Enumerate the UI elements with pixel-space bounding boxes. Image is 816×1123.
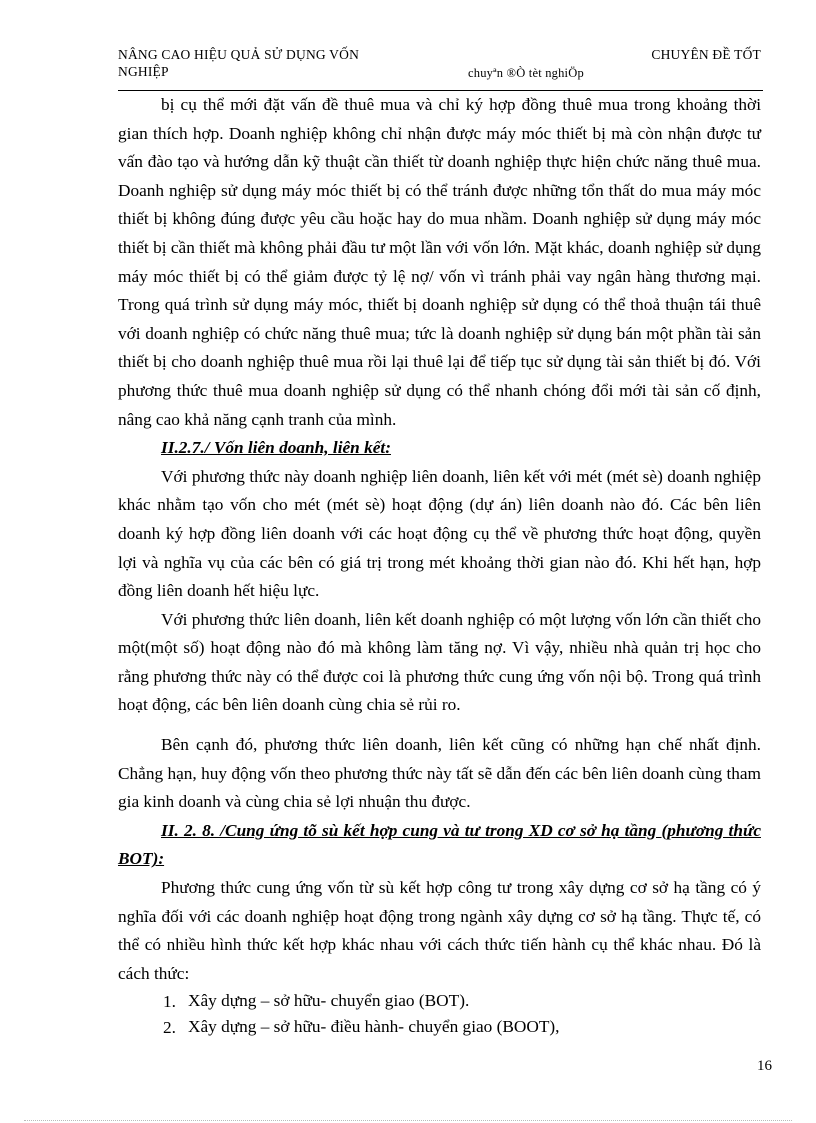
section-heading-bot: II. 2. 8. /Cung ứng tõ sù kết hợp cung và tư trong XD cơ sở hạ tầng (phương thức BOT): — [118, 820, 761, 869]
list-item — [118, 988, 761, 1014]
bot-methods-list — [118, 988, 761, 1040]
paragraph-joint-venture-limits: Bên cạnh đó, phương thức liên doanh, liên kết cũng có những hạn chế nhất định. Chẳng hạn, huy động vốn theo phương thức này tất sẽ dẫn đến các bên liên doanh cùng tham gia kinh doanh và cùng chia sẻ lợi nhuận thu được. — [118, 735, 761, 812]
section-heading-joint-venture: II.2.7./ Vốn liên doanh, liên kết: — [161, 438, 391, 458]
list-number: 2. — [163, 1018, 176, 1038]
header-center-text: chuyªn ®Ò tèt nghiÖp — [468, 66, 584, 80]
page-bottom-divider — [24, 1120, 792, 1121]
list-item-text: Xây dựng – sở hữu- chuyển giao (BOT). — [188, 991, 470, 1011]
paragraph-joint-venture: Với phương thức này doanh nghiệp liên doanh, liên kết với mét (mét sè) doanh nghiệp khác nhằm tạo vốn cho mét (mét sè) hoạt động (dự án) liên doanh nào đó. Các bên liên doanh ký hợp đồng liên doanh với các hoạt động cụ thể về phương thức hoạt động, quyền lợi và nghĩa vụ của các bên có giá trị trong mét khoảng thời gian nào đó. Khi hết hạn, hợp đồng liên doanh hết hiệu lực. — [118, 466, 761, 601]
header-right-title: CHUYÊN ĐỀ TỐT — [651, 47, 761, 62]
header-title-line2: NGHIỆP — [118, 64, 169, 79]
header-title-line1: NÂNG CAO HIỆU QUẢ SỬ DỤNG VỐN — [118, 47, 360, 62]
spacer — [118, 720, 761, 731]
paragraph-joint-venture-benefits: Với phương thức liên doanh, liên kết doanh nghiệp có một lượng vốn lớn cần thiết cho một(một số) hoạt động nào đó mà không làm tăng nợ. Vì vậy, nhiều nhà quản trị học cho rằng phương thức này có thể được coi là phương thức cung ứng vốn nội bộ. Trong quá trình hoạt động, các bên liên doanh cùng chia sẻ rủi ro. — [118, 609, 761, 715]
page-number: 16 — [757, 1058, 772, 1074]
page-body — [118, 91, 761, 1040]
list-number: 1. — [163, 992, 176, 1012]
list-item-text: Xây dựng – sở hữu- điều hành- chuyển giao (BOOT), — [188, 1017, 560, 1037]
paragraph-leasing-text: bị cụ thể mới đặt vấn đề thuê mua và chỉ ký hợp đồng thuê mua trong khoảng thời gian thích hợp. Doanh nghiệp không chỉ nhận được máy móc thiết bị mà còn nhận được tư vấn đào tạo và hướng dẫn kỹ thuật cần thiết từ doanh nghiệp thực hiện chức năng thuê mua. Doanh nghiệp sử dụng máy móc thiết bị có thể tránh được những tổn thất do mua máy móc thiết bị không đúng được yêu cầu hoặc hay do mua nhầm. Doanh nghiệp sử dụng máy móc thiết bị cần thiết mà không phải đầu tư một lần với vốn lớn. Mặt khác, doanh nghiệp sử dụng máy móc thiết bị có thể giảm được tỷ lệ nợ/ vốn vì tránh phải vay ngân hàng thương mại. Trong quá trình sử dụng máy móc, thiết bị doanh nghiệp sử dụng có thể thoả thuận tái thuê với doanh nghiệp có chức năng thuê mua; tức là doanh nghiệp sử dụng bán một phần tài sản thiết bị cho doanh nghiệp thuê mua rồi lại thuê lại để tiếp tục sử dụng tài sản thiết bị đó. Với phương thức thuê mua doanh nghiệp sử dụng có thể nhanh chóng đổi mới tài sản cố định, nâng cao khả năng cạnh tranh của mình. — [118, 95, 761, 429]
paragraph-leasing — [118, 91, 761, 434]
paragraph-bot: Phương thức cung ứng vốn từ sù kết hợp công tư trong xây dựng cơ sở hạ tầng có ý nghĩa đối với các doanh nghiệp hoạt động trong ngành xây dựng cơ sở hạ tầng. Thực tế, có thể có nhiều hình thức kết hợp khác nhau với cách thức tiến hành cụ thể khác nhau. Đó là cách thức: — [118, 878, 761, 983]
header-title — [118, 46, 359, 80]
list-item — [118, 1014, 761, 1040]
page-header — [118, 44, 763, 91]
